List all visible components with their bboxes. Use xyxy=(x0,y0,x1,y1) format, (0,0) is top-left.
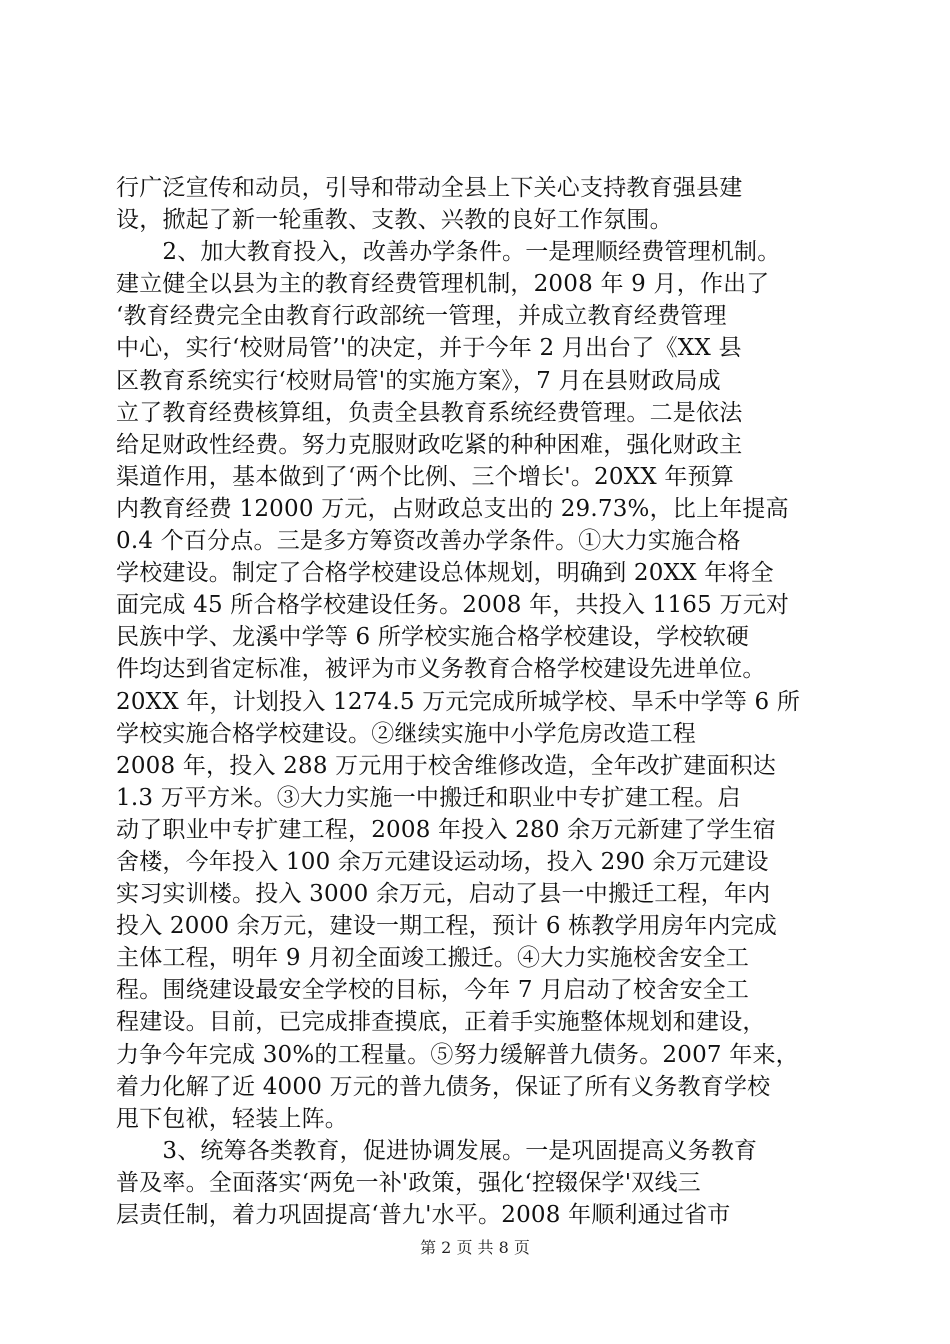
text-line: 学校建设。制定了合格学校建设总体规划，明确到 20XX 年将全 xyxy=(116,560,774,587)
text-line: 1.3 万平方米。③大力实施一中搬迁和职业中专扩建工程。启 xyxy=(116,784,741,811)
text-line: 程建设。目前，已完成排查摸底，正着手实施整体规划和建设， xyxy=(116,1009,766,1036)
text-line: 区教育系统实行‘校财局管'的实施方案》，7 月在县财政局成 xyxy=(116,367,721,394)
text-line: 2008 年，投入 288 万元用于校舍维修改造，全年改扩建面积达 xyxy=(116,752,776,779)
text-line: 力争今年完成 30%的工程量。⑤努力缓解普九债务。2007 年来， xyxy=(116,1041,799,1068)
text-line: 层责任制，着力巩固提高‘普九'水平。2008 年顺利通过省市 xyxy=(116,1202,731,1228)
text-line: 舍楼，今年投入 100 余万元建设运动场，投入 290 余万元建设 xyxy=(116,848,769,875)
text-line: 0.4 个百分点。三是多方筹资改善办学条件。①大力实施合格 xyxy=(116,528,741,555)
text-line: 学校实施合格学校建设。②继续实施中小学危房改造工程 xyxy=(116,720,696,747)
text-line: 实习实训楼。投入 3000 余万元，启动了县一中搬迁工程，年内 xyxy=(116,881,771,908)
text-line: 行广泛宣传和动员，引导和带动全县上下关心支持教育强县建 xyxy=(116,175,743,201)
page-number: 第 2 页 共 8 页 xyxy=(420,1238,530,1257)
text-line: 件均达到省定标准，被评为市义务教育合格学校建设先进单位。 xyxy=(116,656,766,683)
text-line: 着力化解了近 4000 万元的普九债务，保证了所有义务教育学校 xyxy=(116,1073,771,1100)
text-line: 面完成 45 所合格学校建设任务。2008 年，共投入 1165 万元对 xyxy=(116,592,790,619)
text-line: 建立健全以县为主的教育经费管理机制，2008 年 9 月，作出了 xyxy=(116,271,770,298)
text-line: ‘教育经费完全由教育行政部统一管理，并成立教育经费管理 xyxy=(116,303,727,330)
text-line: 渠道作用，基本做到了‘两个比例、三个增长'。20XX 年预算 xyxy=(116,463,734,490)
text-line: 2、加大教育投入，改善办学条件。一是理顺经费管理机制。 xyxy=(116,239,781,266)
text-line: 主体工程，明年 9 月初全面竣工搬迁。④大力实施校舍安全工 xyxy=(116,945,750,972)
text-line: 甩下包袱，轻装上阵。 xyxy=(116,1105,348,1132)
text-line: 普及率。全面落实‘两免一补'政策，强化‘控辍保学'双线三 xyxy=(116,1169,701,1196)
text-line: 20XX 年，计划投入 1274.5 万元完成所城学校、旱禾中学等 6 所 xyxy=(116,688,801,715)
text-line: 程。围绕建设最安全学校的目标，今年 7 月启动了校舍安全工 xyxy=(116,977,750,1004)
text-line: 投入 2000 余万元，建设一期工程，预计 6 栋教学用房年内完成 xyxy=(116,913,778,940)
page-footer xyxy=(0,1238,950,1258)
text-line: 民族中学、龙溪中学等 6 所学校实施合格学校建设，学校软硬 xyxy=(116,624,750,651)
text-line: 内教育经费 12000 万元，占财政总支出的 29.73%，比上年提高 xyxy=(116,495,789,522)
text-line: 给足财政性经费。努力克服财政吃紧的种种困难，强化财政主 xyxy=(116,431,743,458)
text-line: 立了教育经费核算组，负责全县教育系统经费管理。二是依法 xyxy=(116,399,743,426)
text-line: 3、统筹各类教育，促进协调发展。一是巩固提高义务教育 xyxy=(116,1137,758,1164)
text-line: 设，掀起了新一轮重教、支教、兴教的良好工作氛围。 xyxy=(116,207,673,234)
body-text xyxy=(116,172,830,1231)
text-line: 中心，实行‘校财局管’'的决定，并于今年 2 月出台了《XX 县 xyxy=(116,335,742,362)
text-line: 动了职业中专扩建工程，2008 年投入 280 余万元新建了学生宿 xyxy=(116,816,776,843)
